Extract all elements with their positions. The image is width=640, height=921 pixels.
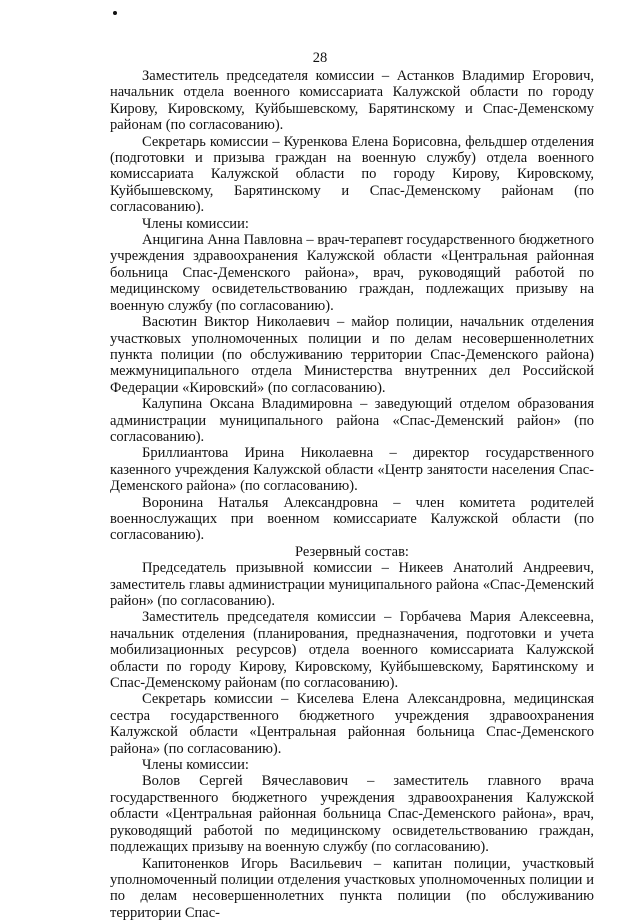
scan-dot-mark (113, 11, 117, 15)
heading-reserve-members: Члены комиссии: (110, 757, 594, 773)
paragraph-deputy-chairman: Заместитель председателя комиссии – Астанков Владимир Егорович, начальник отдела военного комиссариата Калужской области по городу Кирову, Кировскому, Куйбышевскому, Барятинскому и Спас-Деменскому районам (по согласованию). (110, 68, 594, 134)
page-number: 28 (0, 50, 640, 66)
paragraph-reserve-member-volov: Волов Сергей Вячеславович – заместитель главного врача государственного бюджетного учреждения здравоохранения Калужской области «Центральная районная больница Спас-Деменского района», врач, руководящий работой по медицинскому освидетельствованию граждан, подлежащих призыву на военную службу (по согласованию). (110, 773, 594, 855)
paragraph-reserve-chairman: Председатель призывной комиссии – Никеев Анатолий Андреевич, заместитель главы администрации муниципального района «Спас-Деменский район» (по согласованию). (110, 560, 594, 609)
heading-reserve-composition: Резервный состав: (110, 544, 594, 560)
document-body (110, 68, 594, 921)
heading-commission-members: Члены комиссии: (110, 216, 594, 232)
paragraph-reserve-secretary: Секретарь комиссии – Киселева Елена Александровна, медицинская сестра государственного бюджетного учреждения здравоохранения Калужской области «Центральная районная больница Спас-Деменского района» (по согласованию). (110, 691, 594, 757)
paragraph-secretary: Секретарь комиссии – Куренкова Елена Борисовна, фельдшер отделения (подготовки и призыва граждан на военную службу) отдела военного комиссариата Калужской области по городу Кирову, Кировскому, Куйбышевскому, Барятинскому и Спас-Деменскому районам (по согласованию). (110, 134, 594, 216)
paragraph-member-kalupina: Калупина Оксана Владимировна – заведующий отделом образования администрации муниципального района «Спас-Деменский район» (по согласованию). (110, 396, 594, 445)
paragraph-member-vasyutin: Васютин Виктор Николаевич – майор полиции, начальник отделения участковых уполномоченных полиции и по делам несовершеннолетних пункта полиции (по обслуживанию территории Спас-Деменского района) межмуниципального отдела Министерства внутренних дел Российской Федерации «Кировский» (по согласованию). (110, 314, 594, 396)
paragraph-member-brilliantova: Бриллиантова Ирина Николаевна – директор государственного казенного учреждения Калужской области «Центр занятости населения Спас-Деменского района» (по согласованию). (110, 445, 594, 494)
paragraph-reserve-deputy-chairman: Заместитель председателя комиссии – Горбачева Мария Алексеевна, начальник отделения (планирования, предназначения, подготовки и учета мобилизационных ресурсов) отдела военного комиссариата Калужской области по городу Кирову, Кировскому, Куйбышевскому, Барятинскому и Спас-Деменскому районам (по согласованию). (110, 609, 594, 691)
paragraph-reserve-member-kapitonenkov: Капитоненков Игорь Васильевич – капитан полиции, участковый уполномоченный полиции отделения участковых уполномоченных полиции и по делам несовершеннолетних пункта полиции (по обслуживанию территории Спас- (110, 856, 594, 921)
paragraph-member-voronina: Воронина Наталья Александровна – член комитета родителей военнослужащих при военном комиссариате Калужской области (по согласованию). (110, 495, 594, 544)
paragraph-member-antsigina: Анцигина Анна Павловна – врач-терапевт государственного бюджетного учреждения здравоохранения Калужской области «Центральная районная больница Спас-Деменского района», врач, руководящий работой по медицинскому освидетельствованию граждан, подлежащих призыву на военную службу (по согласованию). (110, 232, 594, 314)
